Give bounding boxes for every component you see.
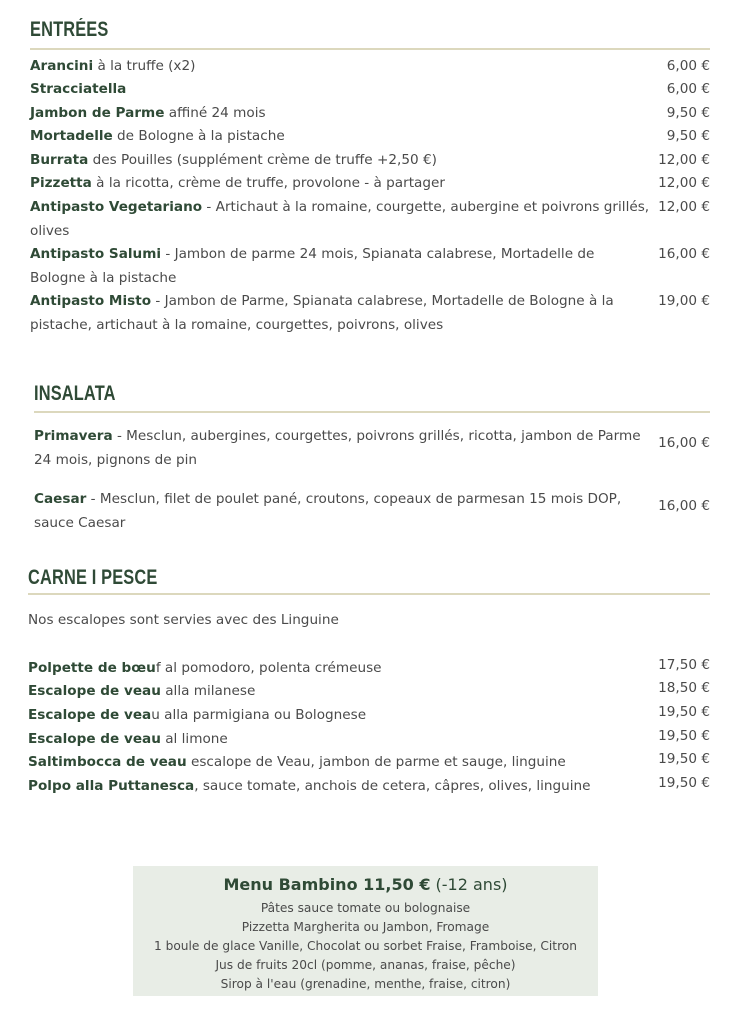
menu-item bbox=[30, 149, 710, 173]
item-name: Antipasto Vegetariano bbox=[30, 199, 203, 215]
menu-bambino-title: Menu Bambino 11,50 € bbox=[223, 875, 431, 894]
item-name: Escalope de veau bbox=[28, 683, 161, 699]
menu-item bbox=[30, 196, 710, 243]
insalata-title: INSALATA bbox=[34, 382, 116, 405]
carne-title: CARNE I PESCE bbox=[28, 566, 158, 589]
item-price: 19,50 € bbox=[658, 751, 710, 767]
entrees-title: ENTRÉES bbox=[30, 18, 109, 41]
menu-item bbox=[34, 425, 710, 472]
item-description: - Jambon de Parme, Spianata calabrese, Mortadelle de Bologne à la pistache, artichaut à la romaine, courgettes, poivrons, olives bbox=[30, 293, 614, 333]
item-price: 16,00 € bbox=[658, 435, 710, 451]
item-description: al limone bbox=[160, 731, 228, 747]
item-price: 6,00 € bbox=[666, 58, 710, 74]
item-price: 19,50 € bbox=[658, 775, 710, 791]
item-description: de Bologne à la pistache bbox=[112, 128, 285, 144]
menu-item bbox=[28, 657, 710, 681]
item-name: Antipasto Salumi bbox=[30, 246, 162, 262]
item-price: 9,50 € bbox=[666, 105, 710, 121]
item-name: Polpette de bœu bbox=[28, 660, 156, 676]
menu-item bbox=[30, 55, 710, 79]
item-price: 19,00 € bbox=[658, 293, 710, 309]
item-price: 19,50 € bbox=[658, 704, 710, 720]
menu-bambino-line: 1 boule de glace Vanille, Chocolat ou sorbet Fraise, Framboise, Citron bbox=[153, 939, 577, 953]
item-name: Saltimbocca de veau bbox=[28, 754, 187, 770]
item-name: Escalope de veau bbox=[28, 731, 161, 747]
item-price: 12,00 € bbox=[658, 175, 710, 191]
item-name: Jambon de Parme bbox=[30, 105, 165, 121]
menu-bambino-line: Jus de fruits 20cl (pomme, ananas, fraise, pêche) bbox=[215, 958, 516, 972]
item-description: u alla parmigiana ou Bolognese bbox=[151, 707, 367, 723]
menu-item bbox=[30, 78, 710, 102]
menu-item bbox=[28, 680, 710, 704]
menu-item bbox=[30, 243, 710, 290]
item-description: escalope de Veau, jambon de parme et sauge, linguine bbox=[186, 754, 566, 770]
carne-divider bbox=[28, 593, 710, 595]
menu-bambino-box bbox=[133, 866, 598, 996]
item-description: alla milanese bbox=[160, 683, 256, 699]
insalata-divider bbox=[34, 411, 710, 413]
item-price: 9,50 € bbox=[666, 128, 710, 144]
menu-bambino-line: Sirop à l'eau (grenadine, menthe, fraise, citron) bbox=[220, 977, 511, 991]
item-description: affiné 24 mois bbox=[164, 105, 266, 121]
menu-item bbox=[30, 125, 710, 149]
menu-bambino-line: Pâtes sauce tomate ou bolognaise bbox=[260, 901, 471, 915]
item-name: Caesar bbox=[34, 491, 87, 507]
item-description: - Mesclun, aubergines, courgettes, poivrons grillés, ricotta, jambon de Parme 24 mois, pignons de pin bbox=[34, 428, 641, 468]
menu-item bbox=[28, 704, 710, 728]
item-description: , sauce tomate, anchois de cetera, câpres, olives, linguine bbox=[194, 778, 591, 794]
menu-bambino-heading bbox=[133, 874, 598, 896]
item-description: des Pouilles (supplément crème de truffe +2,50 €) bbox=[88, 152, 437, 168]
item-name: Antipasto Misto bbox=[30, 293, 152, 309]
item-description: - Artichaut à la romaine, courgette, aubergine et poivrons grillés, olives bbox=[30, 199, 650, 239]
item-name: Stracciatella bbox=[30, 81, 127, 97]
item-description: à la ricotta, crème de truffe, provolone - à partager bbox=[91, 175, 445, 191]
menu-item bbox=[28, 728, 710, 752]
item-description: - Jambon de parme 24 mois, Spianata calabrese, Mortadelle de Bologne à la pistache bbox=[30, 246, 595, 286]
item-price: 6,00 € bbox=[666, 81, 710, 97]
item-name: Arancini bbox=[30, 58, 94, 74]
item-price: 16,00 € bbox=[658, 246, 710, 262]
item-price: 17,50 € bbox=[658, 657, 710, 673]
item-description: f al pomodoro, polenta crémeuse bbox=[155, 660, 382, 676]
menu-item bbox=[30, 102, 710, 126]
item-description: à la truffe (x2) bbox=[93, 58, 196, 74]
item-name: Escalope de vea bbox=[28, 707, 152, 723]
item-price: 12,00 € bbox=[658, 152, 710, 168]
item-name: Pizzetta bbox=[30, 175, 92, 191]
item-name: Mortadelle bbox=[30, 128, 113, 144]
menu-item bbox=[28, 775, 710, 799]
menu-item bbox=[30, 172, 710, 196]
item-price: 12,00 € bbox=[658, 199, 710, 215]
menu-bambino-age: (-12 ans) bbox=[430, 875, 508, 894]
menu-item bbox=[34, 488, 710, 535]
item-price: 16,00 € bbox=[658, 498, 710, 514]
item-description: - Mesclun, filet de poulet pané, croutons, copeaux de parmesan 15 mois DOP, sauce Caesar bbox=[34, 491, 622, 531]
item-name: Primavera bbox=[34, 428, 113, 444]
item-name: Burrata bbox=[30, 152, 89, 168]
menu-bambino-line: Pizzetta Margherita ou Jambon, Fromage bbox=[241, 920, 490, 934]
item-name: Polpo alla Puttanesca bbox=[28, 778, 195, 794]
menu-item bbox=[30, 290, 710, 337]
carne-note: Nos escalopes sont servies avec des Linguine bbox=[28, 612, 339, 628]
menu-item bbox=[28, 751, 710, 775]
item-price: 19,50 € bbox=[658, 728, 710, 744]
entrees-divider bbox=[30, 48, 710, 50]
item-price: 18,50 € bbox=[658, 680, 710, 696]
